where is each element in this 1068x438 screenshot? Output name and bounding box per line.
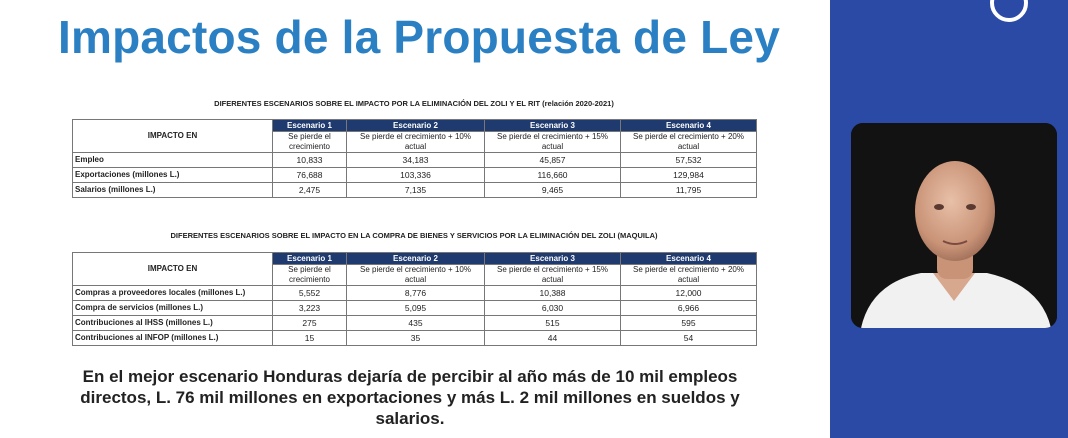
scenario-description: Se pierde el crecimiento <box>273 132 347 153</box>
row-label: Empleo <box>73 153 273 168</box>
table-row <box>73 168 757 183</box>
impact-header: IMPACTO EN <box>73 120 273 153</box>
cell-value: 435 <box>347 316 485 331</box>
cell-value: 595 <box>621 316 757 331</box>
cell-value: 44 <box>485 331 621 346</box>
scenario-description: Se pierde el crecimiento <box>273 265 347 286</box>
cell-value: 275 <box>273 316 347 331</box>
cell-value: 76,688 <box>273 168 347 183</box>
scenario-header: Escenario 1 <box>273 253 347 265</box>
cell-value: 34,183 <box>347 153 485 168</box>
row-label: Salarios (millones L.) <box>73 183 273 198</box>
scenario-header: Escenario 4 <box>621 253 757 265</box>
cell-value: 57,532 <box>621 153 757 168</box>
impact-header: IMPACTO EN <box>73 253 273 286</box>
cell-value: 45,857 <box>485 153 621 168</box>
table1-caption: DIFERENTES ESCENARIOS SOBRE EL IMPACTO POR LA ELIMINACIÓN DEL ZOLI Y EL RIT (relación 2020-2021) <box>214 99 614 108</box>
table-row <box>73 331 757 346</box>
scenario-header: Escenario 3 <box>485 120 621 132</box>
conclusion-text: En el mejor escenario Honduras dejaría de percibir al año más de 10 mil empleos directos, L. 76 mil millones en exportaciones y más L. 2 mil millones en sueldos y salarios. <box>80 367 740 428</box>
cell-value: 11,795 <box>621 183 757 198</box>
scenario-header: Escenario 4 <box>621 120 757 132</box>
scenario-description: Se pierde el crecimiento + 15% actual <box>485 265 621 286</box>
scenario-description: Se pierde el crecimiento + 20% actual <box>621 265 757 286</box>
cell-value: 3,223 <box>273 301 347 316</box>
cell-value: 515 <box>485 316 621 331</box>
table-row <box>73 286 757 301</box>
cell-value: 116,660 <box>485 168 621 183</box>
cell-value: 6,966 <box>621 301 757 316</box>
webcam-video-feed <box>851 123 1057 328</box>
scenario-description: Se pierde el crecimiento + 20% actual <box>621 132 757 153</box>
row-label: Contribuciones al INFOP (millones L.) <box>73 331 273 346</box>
scenario-header: Escenario 2 <box>347 120 485 132</box>
cell-value: 15 <box>273 331 347 346</box>
table-row <box>73 316 757 331</box>
table-row <box>73 153 757 168</box>
cell-value: 35 <box>347 331 485 346</box>
cell-value: 103,336 <box>347 168 485 183</box>
cell-value: 2,475 <box>273 183 347 198</box>
presenter-video-icon <box>851 123 1057 328</box>
cell-value: 5,552 <box>273 286 347 301</box>
cell-value: 7,135 <box>347 183 485 198</box>
scenario-header: Escenario 1 <box>273 120 347 132</box>
table-zoli-purchases-impact <box>72 252 757 346</box>
cell-value: 54 <box>621 331 757 346</box>
table-row <box>73 183 757 198</box>
table-zoli-rit-impact <box>72 119 757 198</box>
cell-value: 10,833 <box>273 153 347 168</box>
scenario-header: Escenario 3 <box>485 253 621 265</box>
row-label: Compras a proveedores locales (millones L.) <box>73 286 273 301</box>
row-label: Compra de servicios (millones L.) <box>73 301 273 316</box>
cell-value: 129,984 <box>621 168 757 183</box>
table2-caption: DIFERENTES ESCENARIOS SOBRE EL IMPACTO EN LA COMPRA DE BIENES Y SERVICIOS POR LA ELIMINACIÓN DEL ZOLI (MAQUILA) <box>170 231 658 240</box>
slide-title: Impactos de la Propuesta de Ley <box>58 11 780 63</box>
cell-value: 12,000 <box>621 286 757 301</box>
scenario-description: Se pierde el crecimiento + 10% actual <box>347 265 485 286</box>
cell-value: 10,388 <box>485 286 621 301</box>
cell-value: 9,465 <box>485 183 621 198</box>
row-label: Exportaciones (millones L.) <box>73 168 273 183</box>
cell-value: 6,030 <box>485 301 621 316</box>
scenario-description: Se pierde el crecimiento + 10% actual <box>347 132 485 153</box>
scenario-header: Escenario 2 <box>347 253 485 265</box>
scenario-description: Se pierde el crecimiento + 15% actual <box>485 132 621 153</box>
cell-value: 8,776 <box>347 286 485 301</box>
cell-value: 5,095 <box>347 301 485 316</box>
row-label: Contribuciones al IHSS (millones L.) <box>73 316 273 331</box>
table-row <box>73 301 757 316</box>
